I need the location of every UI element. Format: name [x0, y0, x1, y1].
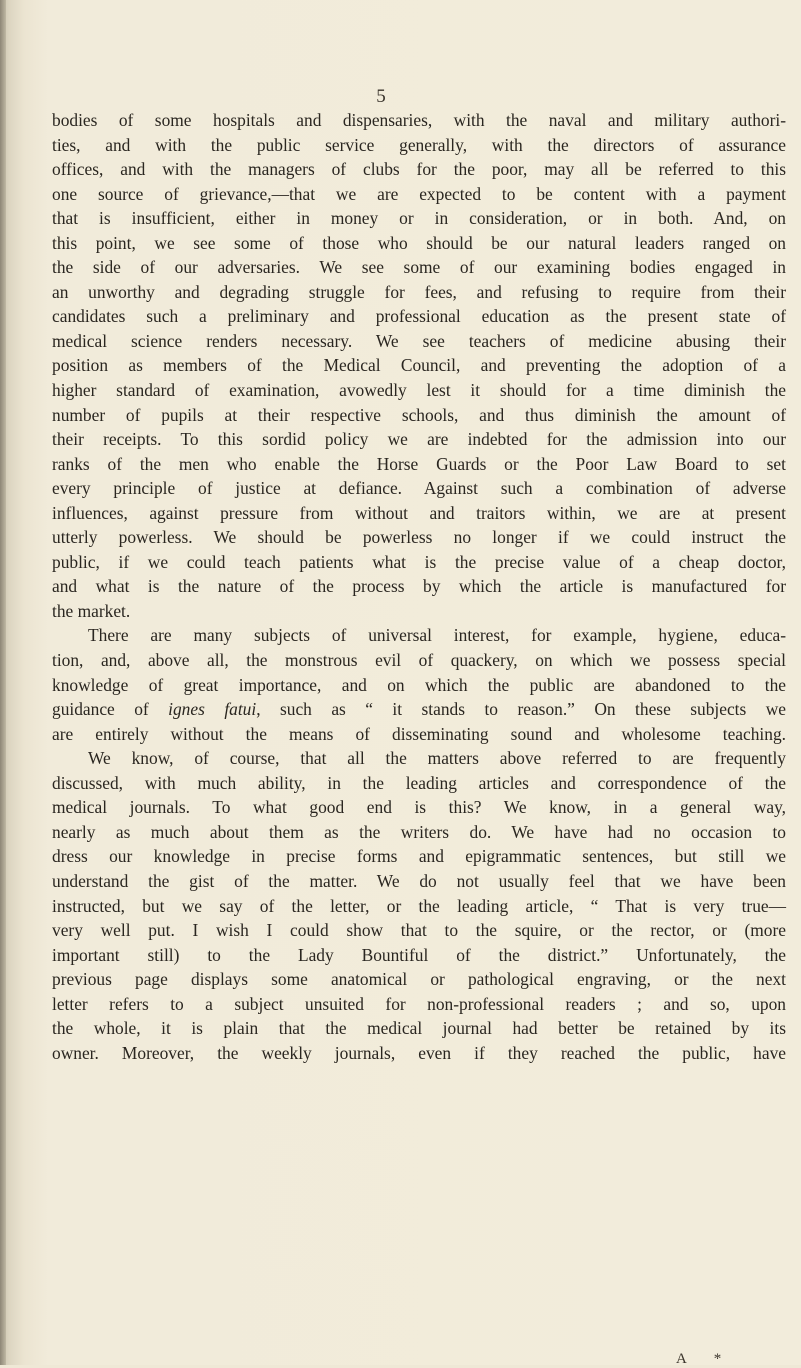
binding-gutter — [0, 0, 6, 1365]
text-line: We know, of course, that all the matters above referred to are frequently — [88, 748, 786, 769]
text-line: letter refers to a subject unsuited for non-professional readers ; and so, upon — [52, 993, 786, 1014]
text-line: higher standard of examination, avowedly lest it should for a time diminish the — [52, 380, 786, 401]
text-line: that is insufficient, either in money or in consideration, or in both. And, on — [52, 208, 786, 229]
text-line: instructed, but we say of the letter, or the leading article, “ That is very true— — [52, 895, 786, 916]
text-line: very well put. I wish I could show that to the squire, or the rector, or (more — [52, 920, 786, 941]
italic-phrase: ignes fatui — [168, 699, 257, 720]
text-line: and what is the nature of the process by which the article is manufactured for — [52, 576, 786, 597]
text-line: offices, and with the managers of clubs for the poor, may all be referred to this — [52, 159, 786, 180]
text-line: this point, we see some of those who should be our natural leaders ranged on — [52, 232, 786, 253]
text-line: medical science renders necessary. We see teachers of medicine abusing their — [52, 330, 786, 351]
text-line: previous page displays some anatomical or pathological engraving, or the next — [52, 969, 786, 990]
text-line: candidates such a preliminary and professional education as the present state of — [52, 306, 786, 327]
text-line: bodies of some hospitals and dispensaries, with the naval and military authori- — [52, 110, 786, 130]
text-line: ranks of the men who enable the Horse Guards or the Poor Law Board to set — [52, 453, 786, 474]
text-line: important still) to the Lady Bountiful of the district.” Unfortunately, the — [52, 944, 786, 965]
text-segment: , such as “ it stands to reason.” On these subjects we — [256, 699, 786, 720]
text-line: position as members of the Medical Council, and preventing the adoption of a — [52, 355, 786, 376]
text-line: influences, against pressure from without and traitors within, we are at present — [52, 502, 786, 523]
text-line: knowledge of great importance, and on which the public are abandoned to the — [52, 674, 786, 695]
text-line: an unworthy and degrading struggle for fees, and refusing to require from their — [52, 281, 786, 302]
paragraph-2 — [52, 623, 786, 746]
text-line: utterly powerless. We should be powerless no longer if we could instruct the — [52, 527, 786, 548]
text-line: discussed, with much ability, in the leading articles and correspondence of the — [52, 772, 786, 793]
text-line: medical journals. To what good end is this? We know, in a general way, — [52, 797, 786, 818]
text-line: one source of grievance,—that we are expected to be content with a payment — [52, 183, 786, 204]
text-line: every principle of justice at defiance. Against such a combination of adverse — [52, 478, 786, 499]
text-line — [52, 697, 786, 722]
page-number: 5 — [376, 86, 386, 107]
text-line: number of pupils at their respective schools, and thus diminish the amount of — [52, 404, 786, 425]
text-line: ties, and with the public service generally, with the directors of assurance — [52, 134, 786, 155]
text-line: their receipts. To this sordid policy we are indebted for the admission into our — [52, 429, 786, 450]
text-line: the whole, it is plain that the medical journal had better be retained by its — [52, 1018, 786, 1039]
text-line: tion, and, above all, the monstrous evil of quackery, on which we possess special — [52, 650, 786, 671]
text-line: public, if we could teach patients what is the precise value of a cheap doctor, — [52, 551, 786, 572]
text-line: the market. — [52, 600, 131, 621]
body-text — [52, 108, 786, 1065]
paragraph-3 — [52, 746, 786, 1065]
text-line: understand the gist of the matter. We do not usually feel that we have been — [52, 870, 786, 891]
text-line: nearly as much about them as the writers do. We have had no occasion to — [52, 821, 786, 842]
signature-mark: A * — [676, 1351, 734, 1367]
text-line: are entirely without the means of disseminating sound and wholesome teaching. — [52, 723, 786, 744]
text-line: There are many subjects of universal interest, for example, hygiene, educa- — [88, 625, 786, 646]
text-line: the side of our adversaries. We see some of our examining bodies engaged in — [52, 257, 786, 278]
text-segment: guidance of — [52, 699, 169, 720]
paragraph-1 — [52, 108, 786, 623]
text-line: owner. Moreover, the weekly journals, even if they reached the public, have — [52, 1042, 786, 1063]
text-line: dress our knowledge in precise forms and epigrammatic sentences, but still we — [52, 846, 786, 867]
